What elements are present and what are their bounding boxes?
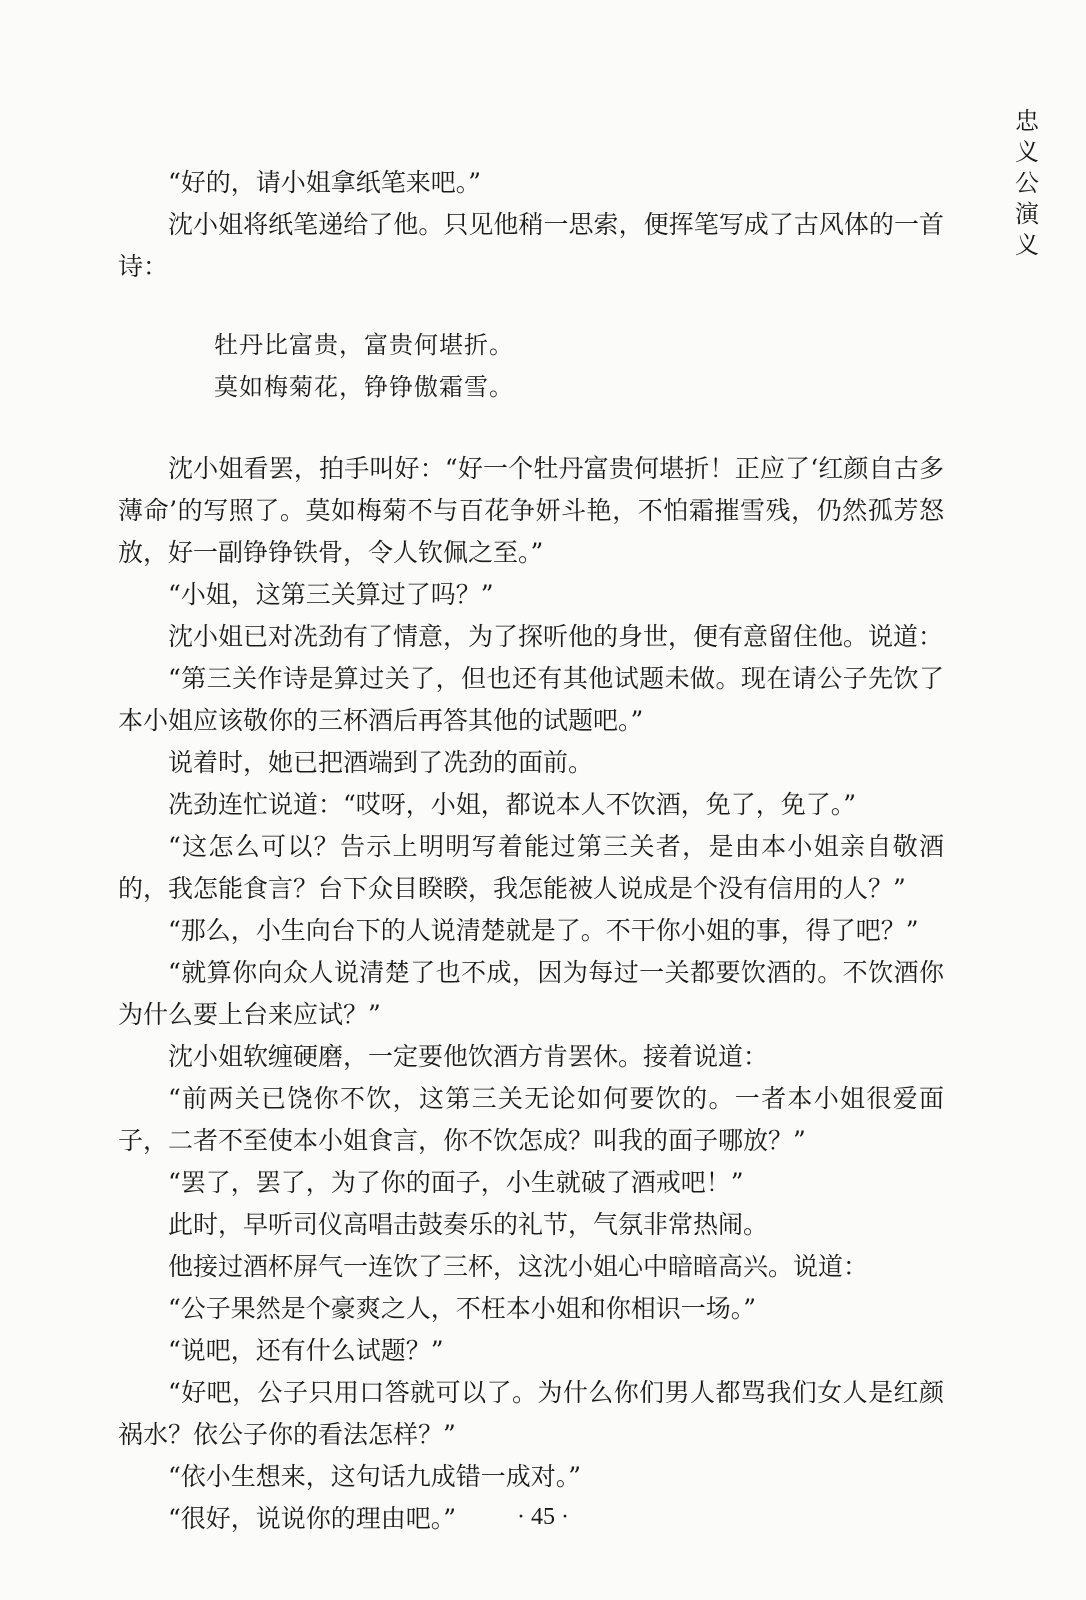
paragraph: “第三关作诗是算过关了，但也还有其他试题未做。现在请公子先饮了本小姐应该敬你的三杯酒后再答其他的试题吧。” bbox=[118, 664, 944, 735]
poem-line: 莫如梅菊花，铮铮傲霜雪。 bbox=[214, 373, 514, 401]
paragraph: “公子果然是个豪爽之人，不枉本小姐和你相识一场。” bbox=[168, 1294, 757, 1323]
running-head-char: 义 bbox=[1015, 231, 1039, 259]
paragraph: “那么，小生向台下的人说清楚就是了。不干你小姐的事，得了吧？” bbox=[168, 916, 919, 945]
running-head bbox=[1012, 106, 1042, 261]
paragraph: 沈小姐看罢，拍手叫好：“好一个牡丹富贵何堪折！正应了‘红颜自古多薄命’的写照了。莫如梅菊不与百花争妍斗艳，不怕霜摧雪残，仍然孤芳怒放，好一副铮铮铁骨，令人钦佩之至。” bbox=[118, 454, 944, 567]
running-head-char: 公 bbox=[1015, 169, 1039, 197]
paragraph: 说着时，她已把酒端到了冼劲的面前。 bbox=[168, 748, 594, 777]
paragraph: “这怎么可以？告示上明明写着能过第三关者，是由本小姐亲自敬酒的，我怎能食言？台下众目睽睽，我怎能被人说成是个没有信用的人？” bbox=[118, 832, 944, 903]
poem bbox=[214, 324, 944, 408]
paragraph: 沈小姐已对冼劲有了情意，为了探听他的身世，便有意留住他。说道： bbox=[168, 622, 944, 651]
running-head-char: 义 bbox=[1015, 138, 1039, 166]
paragraph: “好的，请小姐拿纸笔来吧。” bbox=[168, 168, 482, 197]
paragraph: “说吧，还有什么试题？” bbox=[168, 1336, 444, 1365]
paragraph: “小姐，这第三关算过了吗？” bbox=[168, 580, 494, 609]
poem-line: 牡丹比富贵，富贵何堪折。 bbox=[214, 331, 514, 359]
paragraph: 沈小姐软缠硬磨，一定要他饮酒方肯罢休。接着说道： bbox=[168, 1042, 769, 1071]
paragraph: “罢了，罢了，为了你的面子，小生就破了酒戒吧！” bbox=[168, 1168, 744, 1197]
running-head-char: 忠 bbox=[1015, 107, 1039, 135]
paragraph: “好吧，公子只用口答就可以了。为什么你们男人都骂我们女人是红颜祸水？依公子你的看法怎样？” bbox=[118, 1378, 944, 1449]
paragraph: “很好，说说你的理由吧。” bbox=[168, 1504, 457, 1533]
paragraph: 沈小姐将纸笔递给了他。只见他稍一思索，便挥笔写成了古风体的一首诗： bbox=[118, 210, 944, 281]
paragraph: 此时，早听司仪高唱击鼓奏乐的礼节，气氛非常热闹。 bbox=[168, 1210, 769, 1239]
paragraph: 冼劲连忙说道：“哎呀，小姐，都说本人不饮酒，免了，免了。” bbox=[168, 790, 857, 819]
paragraph: “前两关已饶你不饮，这第三关无论如何要饮的。一者本小姐很爱面子，二者不至使本小姐食言，你不饮怎成？叫我的面子哪放？” bbox=[118, 1084, 944, 1155]
paragraph: “就算你向众人说清楚了也不成，因为每过一关都要饮酒的。不饮酒你为什么要上台来应试？” bbox=[118, 958, 944, 1029]
body-text bbox=[118, 162, 944, 1540]
page-number: · 45 · bbox=[517, 1504, 569, 1530]
running-head-char: 演 bbox=[1015, 200, 1039, 228]
paragraph: 他接过酒杯屏气一连饮了三杯，这沈小姐心中暗暗高兴。说道： bbox=[168, 1252, 869, 1281]
paragraph: “依小生想来，这句话九成错一成对。” bbox=[168, 1462, 582, 1491]
